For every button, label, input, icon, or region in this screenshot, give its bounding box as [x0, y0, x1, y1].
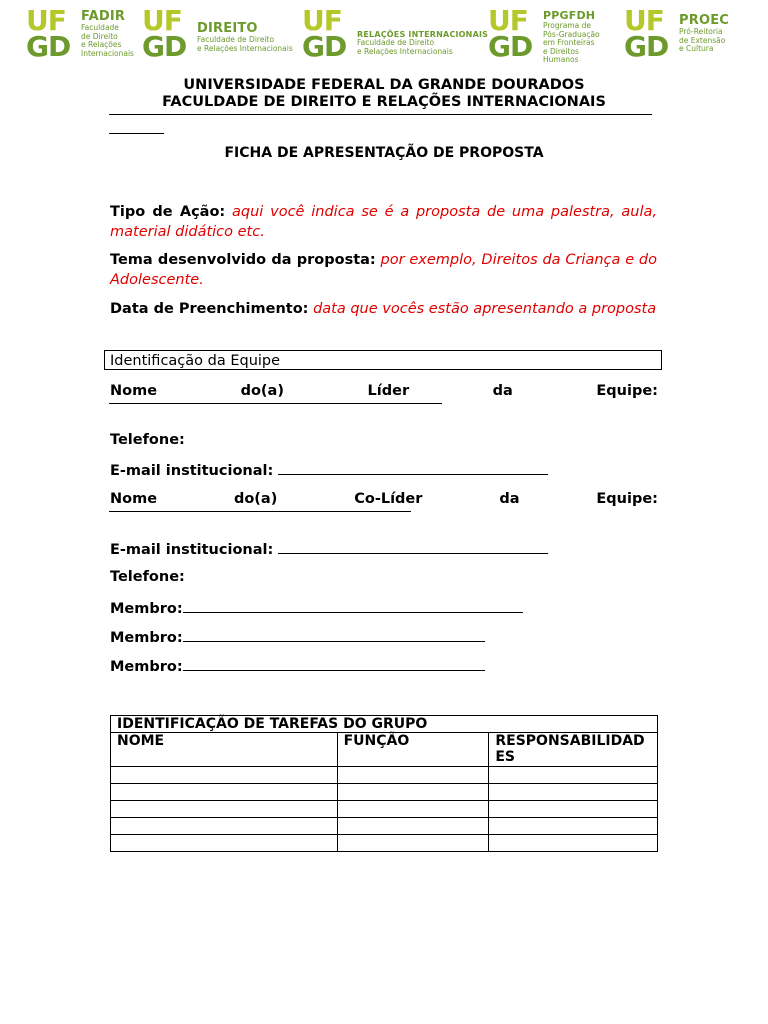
- member-field[interactable]: [183, 656, 485, 671]
- header-rule: [109, 114, 652, 115]
- table-cell[interactable]: [111, 835, 338, 852]
- table-row: [111, 801, 658, 818]
- column-header-funcao: FUNÇÃO: [337, 733, 489, 767]
- table-row: [111, 767, 658, 784]
- tema-field: [110, 251, 657, 290]
- tasks-table-title: IDENTIFICAÇÃO DE TAREFAS DO GRUPO: [111, 716, 658, 733]
- leader-phone-label: Telefone:: [110, 432, 185, 448]
- colead-phone-label: Telefone:: [110, 569, 185, 585]
- table-row: [111, 835, 658, 852]
- colead-email-row: [110, 539, 548, 561]
- colead-name-field[interactable]: [109, 511, 411, 512]
- table-row: [111, 784, 658, 801]
- direito-logo: UF GD DIREITO Faculdade de Direito e Relações Internacionais: [142, 4, 293, 63]
- table-cell[interactable]: [111, 818, 338, 835]
- table-cell[interactable]: [489, 818, 658, 835]
- table-cell[interactable]: [337, 801, 489, 818]
- member-field[interactable]: [183, 627, 485, 642]
- header-rule-continuation: [109, 133, 164, 134]
- leader-name-field[interactable]: [109, 403, 442, 404]
- data-preenchimento-label: Data de Preenchimento:: [110, 301, 309, 317]
- member-row-2: [110, 627, 485, 649]
- form-title: FICHA DE APRESENTAÇÃO DE PROPOSTA: [224, 145, 544, 161]
- table-cell[interactable]: [489, 784, 658, 801]
- table-cell[interactable]: [111, 784, 338, 801]
- table-cell[interactable]: [489, 835, 658, 852]
- team-section-header: Identificação da Equipe: [104, 350, 662, 370]
- ppgfdh-logo: UF GD PPGFDH Programa de Pós-Graduação em Fronteiras e Direitos Humanos: [488, 4, 600, 64]
- logo-strip: [26, 4, 746, 66]
- leader-email-row: [110, 460, 548, 482]
- member-row-1: [110, 598, 523, 620]
- member-row-3: [110, 656, 485, 678]
- colead-email-label: E-mail institucional:: [110, 542, 274, 558]
- column-header-nome: NOME: [111, 733, 338, 767]
- colead-email-field[interactable]: [278, 539, 548, 554]
- relacoes-internacionais-logo: UF GD RELAÇÕES INTERNACIONAIS Faculdade de Direito e Relações Internacionais: [302, 4, 489, 63]
- tipo-acao-hint: aqui você indica se é a proposta de uma palestra, aula, material didático etc.: [110, 204, 658, 240]
- tipo-acao-field: [110, 203, 657, 242]
- table-cell[interactable]: [489, 801, 658, 818]
- table-cell[interactable]: [337, 818, 489, 835]
- tema-hint: por exemplo, Direitos da Criança e do Adolescente.: [110, 252, 657, 288]
- table-cell[interactable]: [489, 767, 658, 784]
- tasks-table: [110, 715, 658, 852]
- data-preenchimento-hint: data que vocês estão apresentando a proposta: [313, 301, 657, 317]
- column-header-responsabilidades: RESPONSABILIDADES: [489, 733, 658, 767]
- colead-name-label: Nome do(a) Co-Líder da Equipe:: [110, 491, 658, 507]
- member-label: Membro:: [110, 601, 183, 617]
- table-cell[interactable]: [111, 767, 338, 784]
- table-cell[interactable]: [337, 784, 489, 801]
- leader-email-label: E-mail institucional:: [110, 463, 274, 479]
- member-label: Membro:: [110, 630, 183, 646]
- table-cell[interactable]: [111, 801, 338, 818]
- table-cell[interactable]: [337, 767, 489, 784]
- leader-email-field[interactable]: [278, 460, 548, 475]
- university-title: UNIVERSIDADE FEDERAL DA GRANDE DOURADOS: [183, 77, 585, 93]
- faculty-title: FACULDADE DE DIREITO E RELAÇÕES INTERNACIONAIS: [162, 94, 606, 110]
- proec-logo: UF GD PROEC Pró-Reitoria de Extensão e Cultura: [624, 4, 730, 63]
- leader-name-label: Nome do(a) Líder da Equipe:: [110, 383, 658, 399]
- member-label: Membro:: [110, 659, 183, 675]
- tipo-acao-label: Tipo de Ação:: [110, 204, 226, 220]
- member-field[interactable]: [183, 598, 523, 613]
- table-cell[interactable]: [337, 835, 489, 852]
- data-preenchimento-field: [110, 300, 657, 320]
- tema-label: Tema desenvolvido da proposta:: [110, 252, 376, 268]
- table-row: [111, 818, 658, 835]
- fadir-logo: UF GD FADIR Faculdade de Direito e Relações Internacionais: [26, 4, 134, 63]
